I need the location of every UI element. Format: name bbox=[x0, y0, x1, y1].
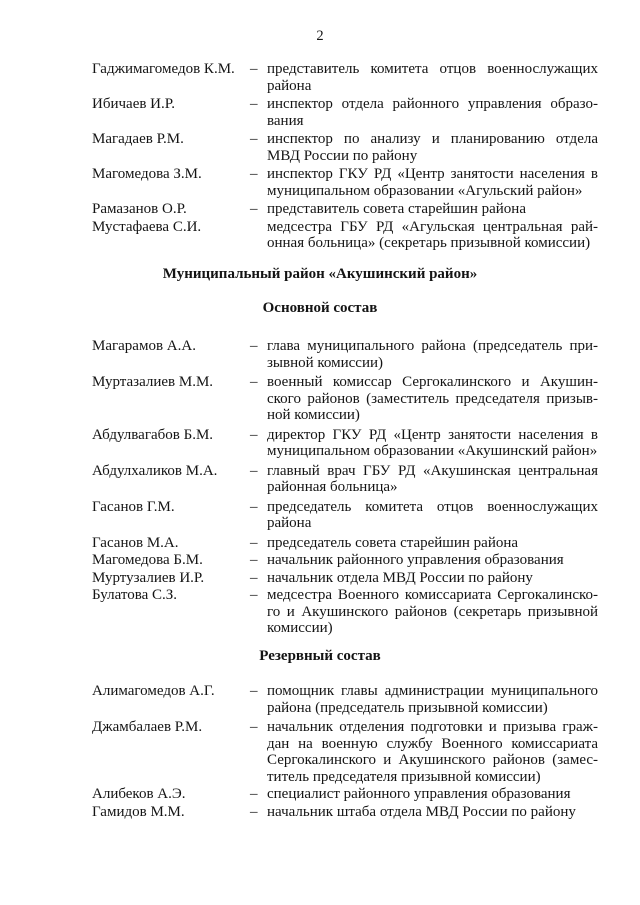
list-item bbox=[0, 338, 640, 371]
member-role: председатель комитета отцов военнослужащих района bbox=[267, 498, 598, 531]
list-item bbox=[0, 570, 640, 587]
member-name: Алимагомедов А.Г. bbox=[92, 683, 215, 699]
member-name: Гаджимагомедов К.М. bbox=[92, 61, 235, 77]
member-role: медсестра Военного комиссариата Сергокалинско-го и Акушинского районов (секретарь призывной комиссии) bbox=[267, 587, 598, 636]
member-role: медсестра ГБУ РД «Агульская центральная рай-онная больница» (секретарь призывной комиссии) bbox=[267, 218, 598, 251]
reserve-composition-heading: Резервный состав bbox=[259, 648, 381, 664]
dash: – bbox=[250, 803, 258, 820]
member-name: Булатова С.З. bbox=[92, 587, 178, 603]
member-role: представитель совета старейшин района bbox=[267, 201, 526, 217]
dash: – bbox=[250, 201, 258, 217]
dash: – bbox=[250, 131, 258, 147]
dash: – bbox=[250, 534, 258, 551]
list-item bbox=[0, 552, 640, 569]
dash: – bbox=[250, 552, 258, 568]
list-item bbox=[0, 719, 640, 785]
list-item bbox=[0, 535, 640, 552]
member-name: Муртузалиев И.Р. bbox=[92, 569, 205, 586]
member-role: специалист районного управления образования bbox=[267, 786, 571, 802]
list-item bbox=[0, 374, 640, 424]
dash: – bbox=[250, 462, 258, 479]
dash: – bbox=[250, 426, 258, 443]
member-role: инспектор ГКУ РД «Центр занятости населения в муниципальном образовании «Агульский район» bbox=[267, 166, 598, 199]
list-item bbox=[0, 499, 640, 532]
list-item bbox=[0, 786, 640, 803]
dash: – bbox=[250, 374, 258, 390]
page-number: 2 bbox=[316, 28, 324, 44]
member-name: Гасанов Г.М. bbox=[92, 498, 175, 515]
member-name: Абдулхаликов М.А. bbox=[92, 462, 218, 479]
member-name: Гасанов М.А. bbox=[92, 534, 179, 551]
member-name: Мустафаева С.И. bbox=[92, 218, 202, 235]
member-role: военный комиссар Сергокалинского и Акушин-ского районов (заместитель председателя призыв-ной комиссии) bbox=[267, 374, 598, 423]
member-list-main bbox=[0, 338, 640, 637]
member-name: Магарамов А.А. bbox=[92, 338, 196, 354]
dash: – bbox=[250, 719, 258, 735]
member-role: инспектор по анализу и планированию отдела МВД России по району bbox=[267, 131, 598, 164]
member-role: главный врач ГБУ РД «Акушинская центральная районная больница» bbox=[267, 462, 598, 495]
member-role: директор ГКУ РД «Центр занятости населения в муниципальном образовании «Акушинский район» bbox=[267, 426, 598, 459]
member-role: представитель комитета отцов военнослужащих района bbox=[267, 61, 598, 94]
list-item bbox=[0, 587, 640, 637]
member-role: помощник главы администрации муниципального района (председатель призывной комиссии) bbox=[267, 683, 598, 716]
member-name: Ибичаев И.Р. bbox=[92, 96, 175, 112]
member-name: Джамбалаев Р.М. bbox=[92, 719, 203, 735]
dash: – bbox=[250, 166, 258, 182]
dash: – bbox=[250, 587, 258, 603]
list-item bbox=[0, 683, 640, 716]
dash: – bbox=[250, 683, 258, 699]
member-role: начальник штаба отдела МВД России по району bbox=[267, 803, 576, 820]
member-name: Гамидов М.М. bbox=[92, 803, 185, 820]
member-list-reserve bbox=[0, 683, 640, 820]
dash: – bbox=[250, 338, 258, 354]
district-heading: Муниципальный район «Акушинский район» bbox=[162, 266, 478, 282]
dash: – bbox=[250, 569, 258, 586]
member-role: глава муниципального района (председатель при-зывной комиссии) bbox=[267, 338, 598, 371]
dash: – bbox=[250, 786, 258, 802]
list-item bbox=[0, 463, 640, 496]
list-item bbox=[0, 804, 640, 821]
main-composition-heading: Основной состав bbox=[262, 300, 378, 316]
dash: – bbox=[250, 498, 258, 515]
list-item bbox=[0, 427, 640, 460]
member-list-top bbox=[0, 61, 640, 252]
member-name: Алибеков А.Э. bbox=[92, 786, 186, 802]
member-name: Абдулвагабов Б.М. bbox=[92, 426, 214, 443]
member-role: начальник отдела МВД России по району bbox=[267, 569, 533, 586]
member-name: Муртазалиев М.М. bbox=[92, 374, 214, 390]
list-item bbox=[0, 61, 640, 94]
dash: – bbox=[250, 96, 258, 112]
member-name: Магомедова З.М. bbox=[92, 166, 202, 182]
list-item bbox=[0, 131, 640, 164]
list-item bbox=[0, 96, 640, 129]
member-name: Магомедова Б.М. bbox=[92, 552, 203, 568]
member-role: председатель совета старейшин района bbox=[267, 534, 519, 551]
dash: – bbox=[250, 61, 258, 77]
member-role: начальник районного управления образования bbox=[267, 552, 564, 568]
member-role: инспектор отдела районного управления образо-вания bbox=[267, 96, 598, 129]
list-item bbox=[0, 166, 640, 199]
list-item bbox=[0, 219, 640, 252]
member-role: начальник отделения подготовки и призыва граж-дан на военную службу Военного комиссариата Сергокалинского и Акушинского районов (замес-титель председателя призывной комиссии) bbox=[267, 719, 598, 785]
member-name: Рамазанов О.Р. bbox=[92, 201, 187, 217]
list-item bbox=[0, 201, 640, 218]
member-name: Магадаев Р.М. bbox=[92, 131, 184, 147]
